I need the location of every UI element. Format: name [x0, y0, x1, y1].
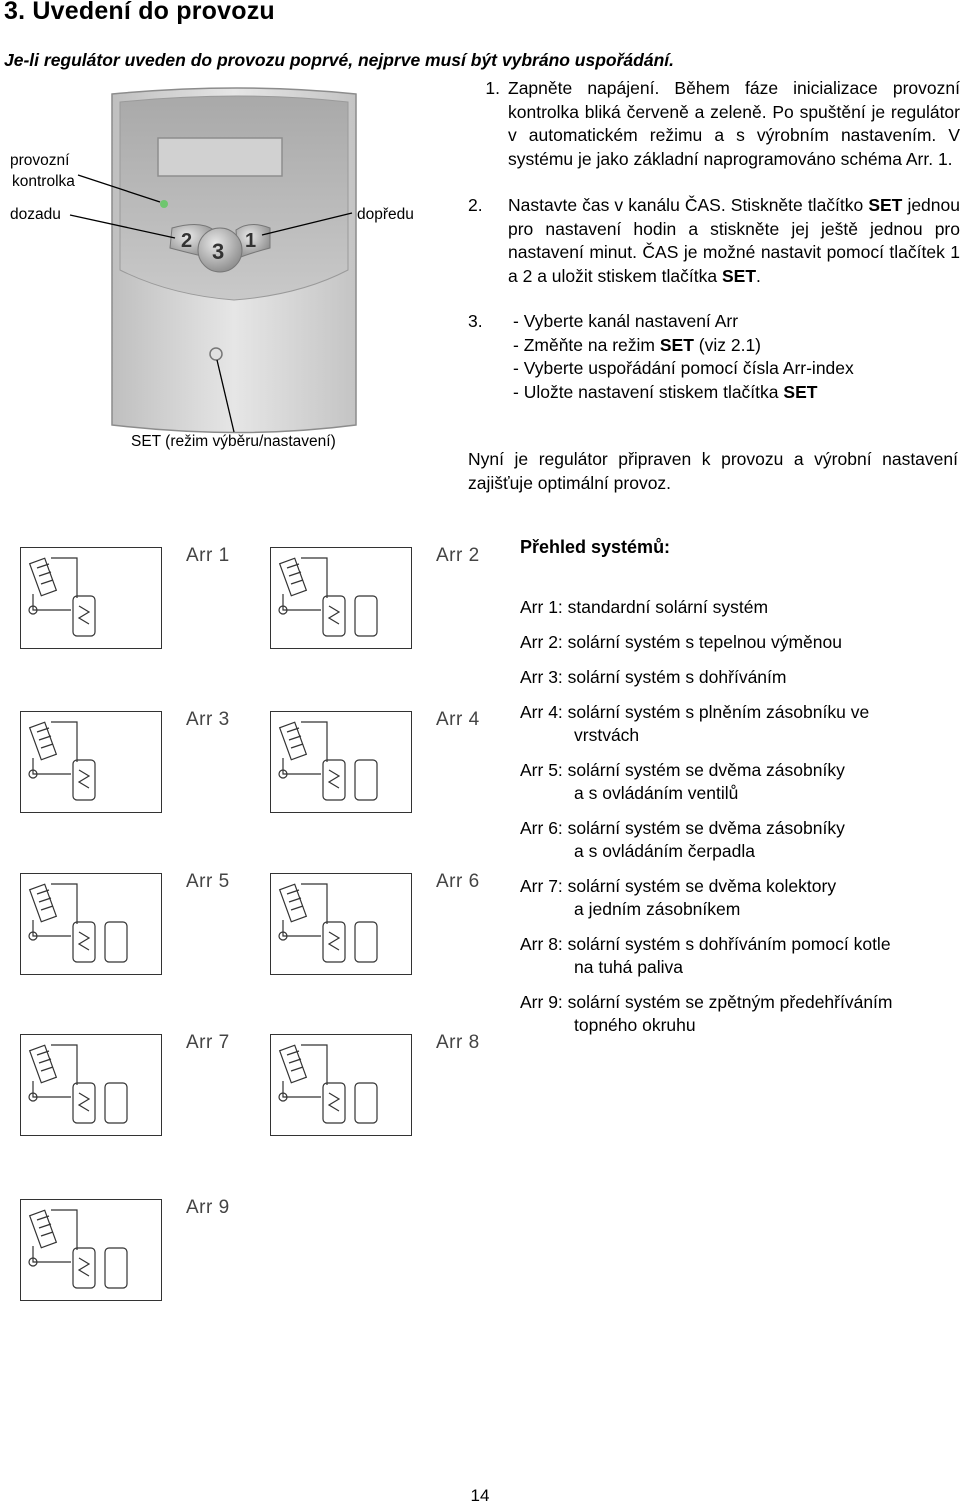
arrangement-diagram [20, 547, 162, 649]
solar-schematic-icon [271, 874, 410, 973]
arrangement-label: Arr 5 [186, 871, 230, 892]
button-1-label: 1 [245, 230, 257, 252]
page-number: 14 [470, 1486, 490, 1505]
arrangement-diagram [20, 1034, 162, 1136]
button-3-label: 3 [212, 239, 225, 264]
arrangement-diagram [20, 1199, 162, 1301]
overview-item-line: Arr 9: solární systém se zpětným předehříváním [520, 992, 893, 1012]
arrangement-diagram [20, 873, 162, 975]
solar-schematic-icon [271, 712, 410, 811]
arrangement-diagram [270, 711, 412, 813]
overview-item-line: Arr 2: solární systém s tepelnou výměnou [520, 632, 842, 652]
page-title: 3. Uvedení do provozu [4, 0, 275, 25]
step-2: 2. Nastavte čas v kanálu ČAS. Stiskněte tlačítko SET jednou pro nastavení hodin a stiskněte jej ještě jednou pro nastavení minut. ČAS je možné nastavit pomocí tlačítek 1 a 2 a uložit stiskem tlačítka SET. [468, 195, 960, 286]
solar-schematic-icon [271, 1035, 410, 1134]
overview-item-line: topného okruhu [574, 1015, 696, 1035]
arrangement-label: Arr 2 [436, 545, 480, 566]
overview-item [520, 991, 893, 1037]
indicator-label: provozní kontrolka [10, 152, 75, 190]
final-text: Nyní je regulátor připraven k provozu a výrobní nastavení zajišťuje optimální provoz. [468, 449, 958, 493]
overview-item [520, 631, 842, 654]
overview-item-line: vrstvách [574, 725, 640, 745]
solar-schematic-icon [271, 548, 410, 647]
arrangement-label: Arr 7 [186, 1032, 230, 1053]
arrangement-diagram [270, 873, 412, 975]
step-1: 1. Zapněte napájení. Během fáze inicializace provozní kontrolka bliká červeně a zeleně. Po spuštění je regulátor v automatickém režimu a s výrobním nastavením. V systému je jako základní naprogramováno schéma Arr. 1. [485, 78, 960, 169]
overview-item-line: Arr 3: solární systém s dohříváním [520, 667, 787, 687]
arrangement-label: Arr 8 [436, 1032, 480, 1053]
arrangement-label: Arr 3 [186, 709, 230, 730]
overview-item-line: a s ovládáním ventilů [574, 783, 739, 803]
step-3: 3. - Vyberte kanál nastavení Arr - Změňte na režim SET (viz 2.1) - Vyberte uspořádání pomocí čísla Arr-index - Uložte nastavení stiskem tlačítka SET [468, 311, 854, 402]
status-led [160, 200, 168, 208]
overview-item-line: Arr 1: standardní solární systém [520, 597, 769, 617]
overview-item [520, 933, 891, 979]
intro-text: Je-li regulátor uveden do provozu poprvé, nejprve musí být vybráno uspořádání. [4, 50, 674, 70]
overview-item-line: Arr 8: solární systém s dohříváním pomocí kotle [520, 934, 891, 954]
arrangement-diagram [270, 547, 412, 649]
overview-item-line: a s ovládáním čerpadla [574, 841, 755, 861]
controller-illustration [0, 80, 462, 455]
set-label: SET (režim výběru/nastavení) [131, 433, 336, 450]
solar-schematic-icon [21, 712, 160, 811]
solar-schematic-icon [21, 1200, 160, 1299]
solar-schematic-icon [21, 548, 160, 647]
overview-item [520, 875, 836, 921]
overview-item [520, 817, 845, 863]
overview-title: Přehled systémů: [520, 537, 671, 557]
overview-item [520, 759, 845, 805]
overview-item-line: Arr 4: solární systém s plněním zásobníku ve [520, 702, 870, 722]
overview-item-line: Arr 5: solární systém se dvěma zásobníky [520, 760, 845, 780]
button-2-label: 2 [181, 230, 193, 252]
steps-list [468, 77, 960, 404]
forward-label: dopředu [357, 206, 414, 223]
arrangement-label: Arr 6 [436, 871, 480, 892]
device-panel [120, 96, 348, 300]
arrangement-diagram [270, 1034, 412, 1136]
solar-schematic-icon [21, 1035, 160, 1134]
arrangement-label: Arr 1 [186, 545, 230, 566]
overview-item-line: a jedním zásobníkem [574, 899, 741, 919]
arrangement-label: Arr 9 [186, 1197, 230, 1218]
set-button-shape [210, 348, 222, 360]
overview-item-line: na tuhá paliva [574, 957, 683, 977]
overview-item [520, 666, 786, 689]
overview-item [520, 701, 869, 747]
overview-item-line: Arr 6: solární systém se dvěma zásobníky [520, 818, 845, 838]
arrangement-label: Arr 4 [436, 709, 480, 730]
solar-schematic-icon [21, 874, 160, 973]
back-label: dozadu [10, 206, 61, 223]
display-screen [158, 138, 282, 176]
arrangement-diagram [20, 711, 162, 813]
overview-item-line: Arr 7: solární systém se dvěma kolektory [520, 876, 837, 896]
overview-item [520, 596, 768, 619]
